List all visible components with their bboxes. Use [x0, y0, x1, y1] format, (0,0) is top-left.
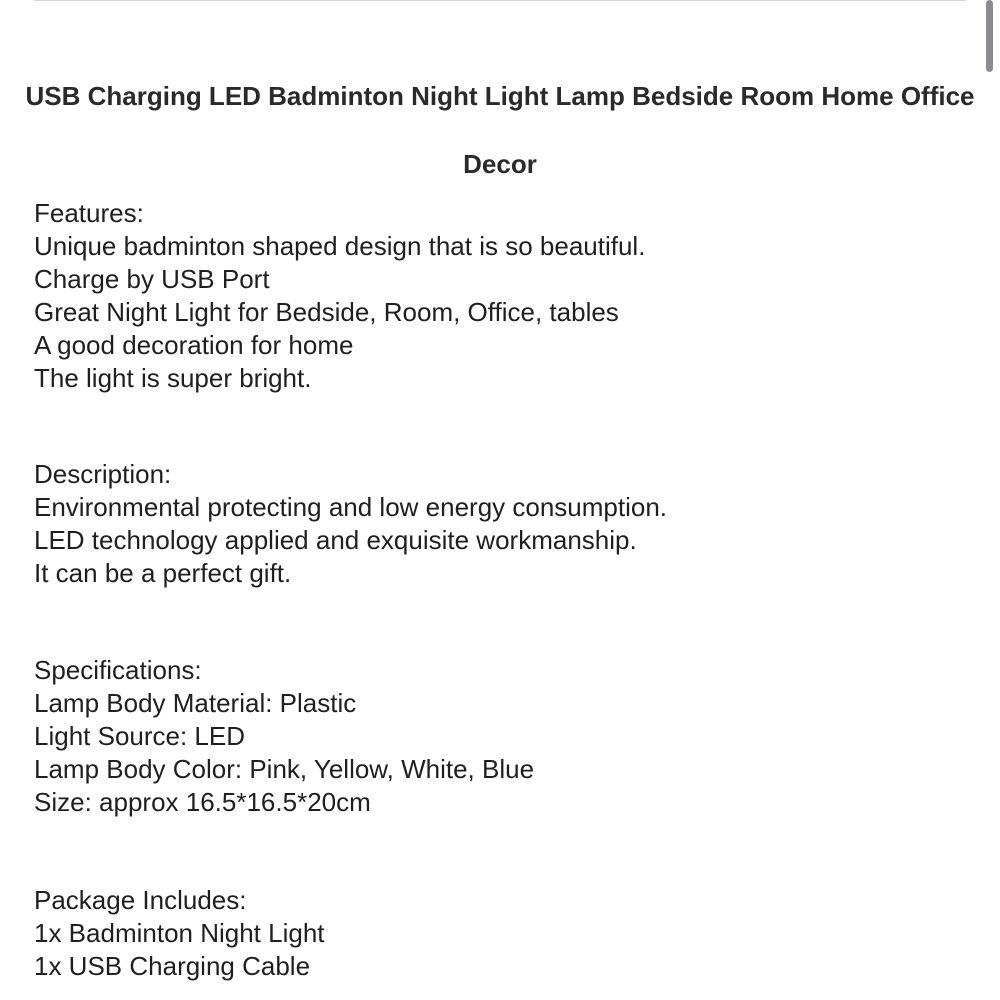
features-section [34, 197, 964, 395]
description-section [34, 458, 964, 590]
package-item: 1x Badminton Night Light [34, 918, 325, 948]
specifications-heading: Specifications: [34, 655, 202, 685]
specification-item: Lamp Body Material: Plastic [34, 688, 357, 718]
package-item: 1x USB Charging Cable [34, 951, 311, 981]
feature-item: A good decoration for home [34, 330, 354, 360]
specification-item: Light Source: LED [34, 721, 246, 751]
specification-item: Lamp Body Color: Pink, Yellow, White, Blue [34, 754, 535, 784]
feature-item: Charge by USB Port [34, 264, 270, 294]
top-divider [34, 0, 966, 1]
scrollbar[interactable] [986, 0, 993, 72]
package-heading: Package Includes: [34, 885, 247, 915]
specification-item: Size: approx 16.5*16.5*20cm [34, 787, 371, 817]
features-heading: Features: [34, 198, 144, 228]
description-item: It can be a perfect gift. [34, 558, 292, 588]
package-section [34, 884, 964, 983]
description-item: Environmental protecting and low energy consumption. [34, 492, 668, 522]
feature-item: The light is super bright. [34, 363, 312, 393]
description-item: LED technology applied and exquisite workmanship. [34, 525, 637, 555]
feature-item: Great Night Light for Bedside, Room, Office, tables [34, 297, 619, 327]
description-heading: Description: [34, 459, 172, 489]
feature-item: Unique badminton shaped design that is so beautiful. [34, 231, 646, 261]
product-title: USB Charging LED Badminton Night Light Lamp Bedside Room Home Office Decor [25, 81, 975, 179]
specifications-section [34, 654, 964, 819]
